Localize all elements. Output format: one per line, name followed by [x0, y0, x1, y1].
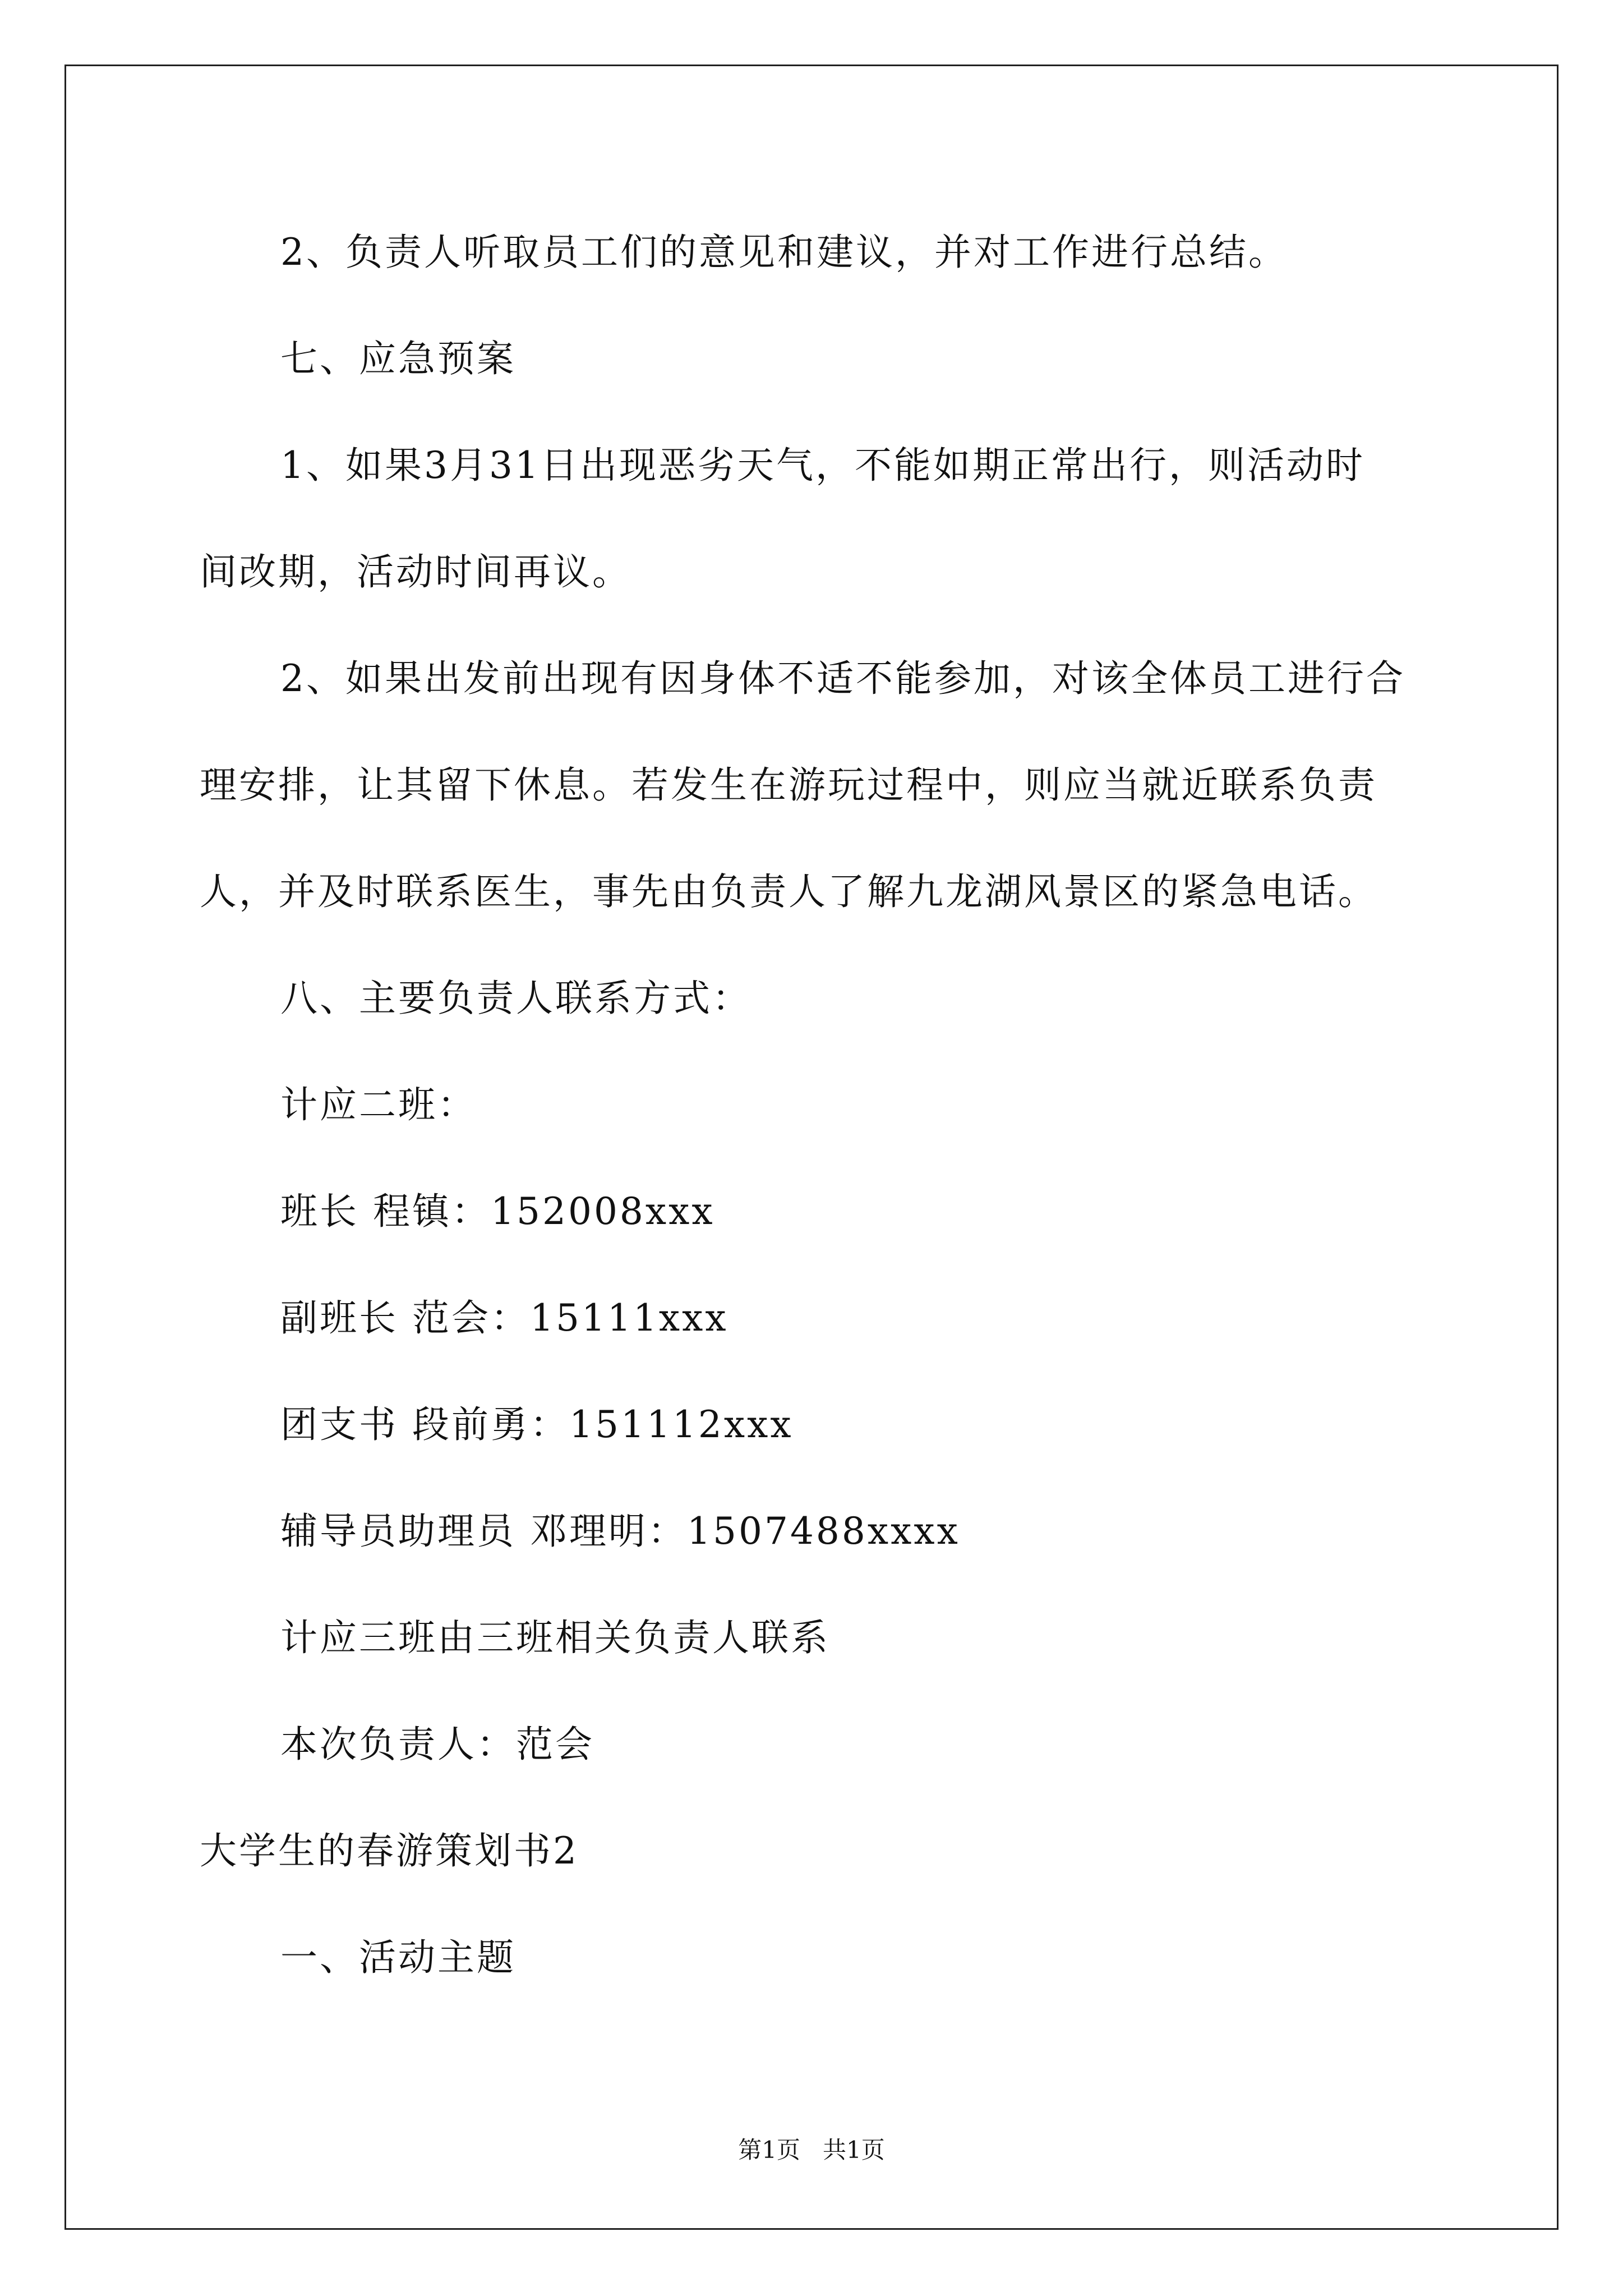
paragraph-health-line2: 理安排，让其留下休息。若发生在游玩过程中，则应当就近联系负责 — [200, 763, 1377, 807]
page-footer: 第1页 共1页 — [738, 2136, 885, 2164]
section-heading-contacts: 八、主要负责人联系方式： — [280, 977, 751, 1020]
document-title-2: 大学生的春游策划书2 — [200, 1829, 579, 1872]
contact-counselor-assistant: 辅导员助理员 邓理明：1507488xxxx — [280, 1510, 960, 1553]
paragraph-weather-line1: 1、如果3月31日出现恶劣天气，不能如期正常出行，则活动时 — [280, 444, 1365, 487]
class-three-note: 计应三班由三班相关负责人联系 — [280, 1616, 830, 1659]
paragraph-health-line1: 2、如果出发前出现有因身体不适不能参加，对该全体员工进行合 — [280, 657, 1405, 700]
page-border — [64, 65, 1559, 2230]
paragraph-summary: 2、负责人听取员工们的意见和建议，并对工作进行总结。 — [280, 231, 1288, 274]
contact-vice-monitor: 副班长 范会：15111xxx — [280, 1296, 728, 1340]
class-label: 计应二班： — [280, 1083, 477, 1126]
paragraph-weather-line2: 间改期，活动时间再议。 — [200, 550, 631, 593]
person-in-charge: 本次负责人：范会 — [280, 1723, 594, 1766]
section-heading-theme: 一、活动主题 — [280, 1936, 516, 1979]
section-heading-emergency: 七、应急预案 — [280, 337, 516, 380]
paragraph-health-line3: 人，并及时联系医生，事先由负责人了解九龙湖风景区的紧急电话。 — [200, 870, 1377, 913]
contact-monitor: 班长 程镇：152008xxx — [280, 1190, 715, 1233]
contact-league-secretary: 团支书 段前勇：151112xxx — [280, 1403, 794, 1446]
